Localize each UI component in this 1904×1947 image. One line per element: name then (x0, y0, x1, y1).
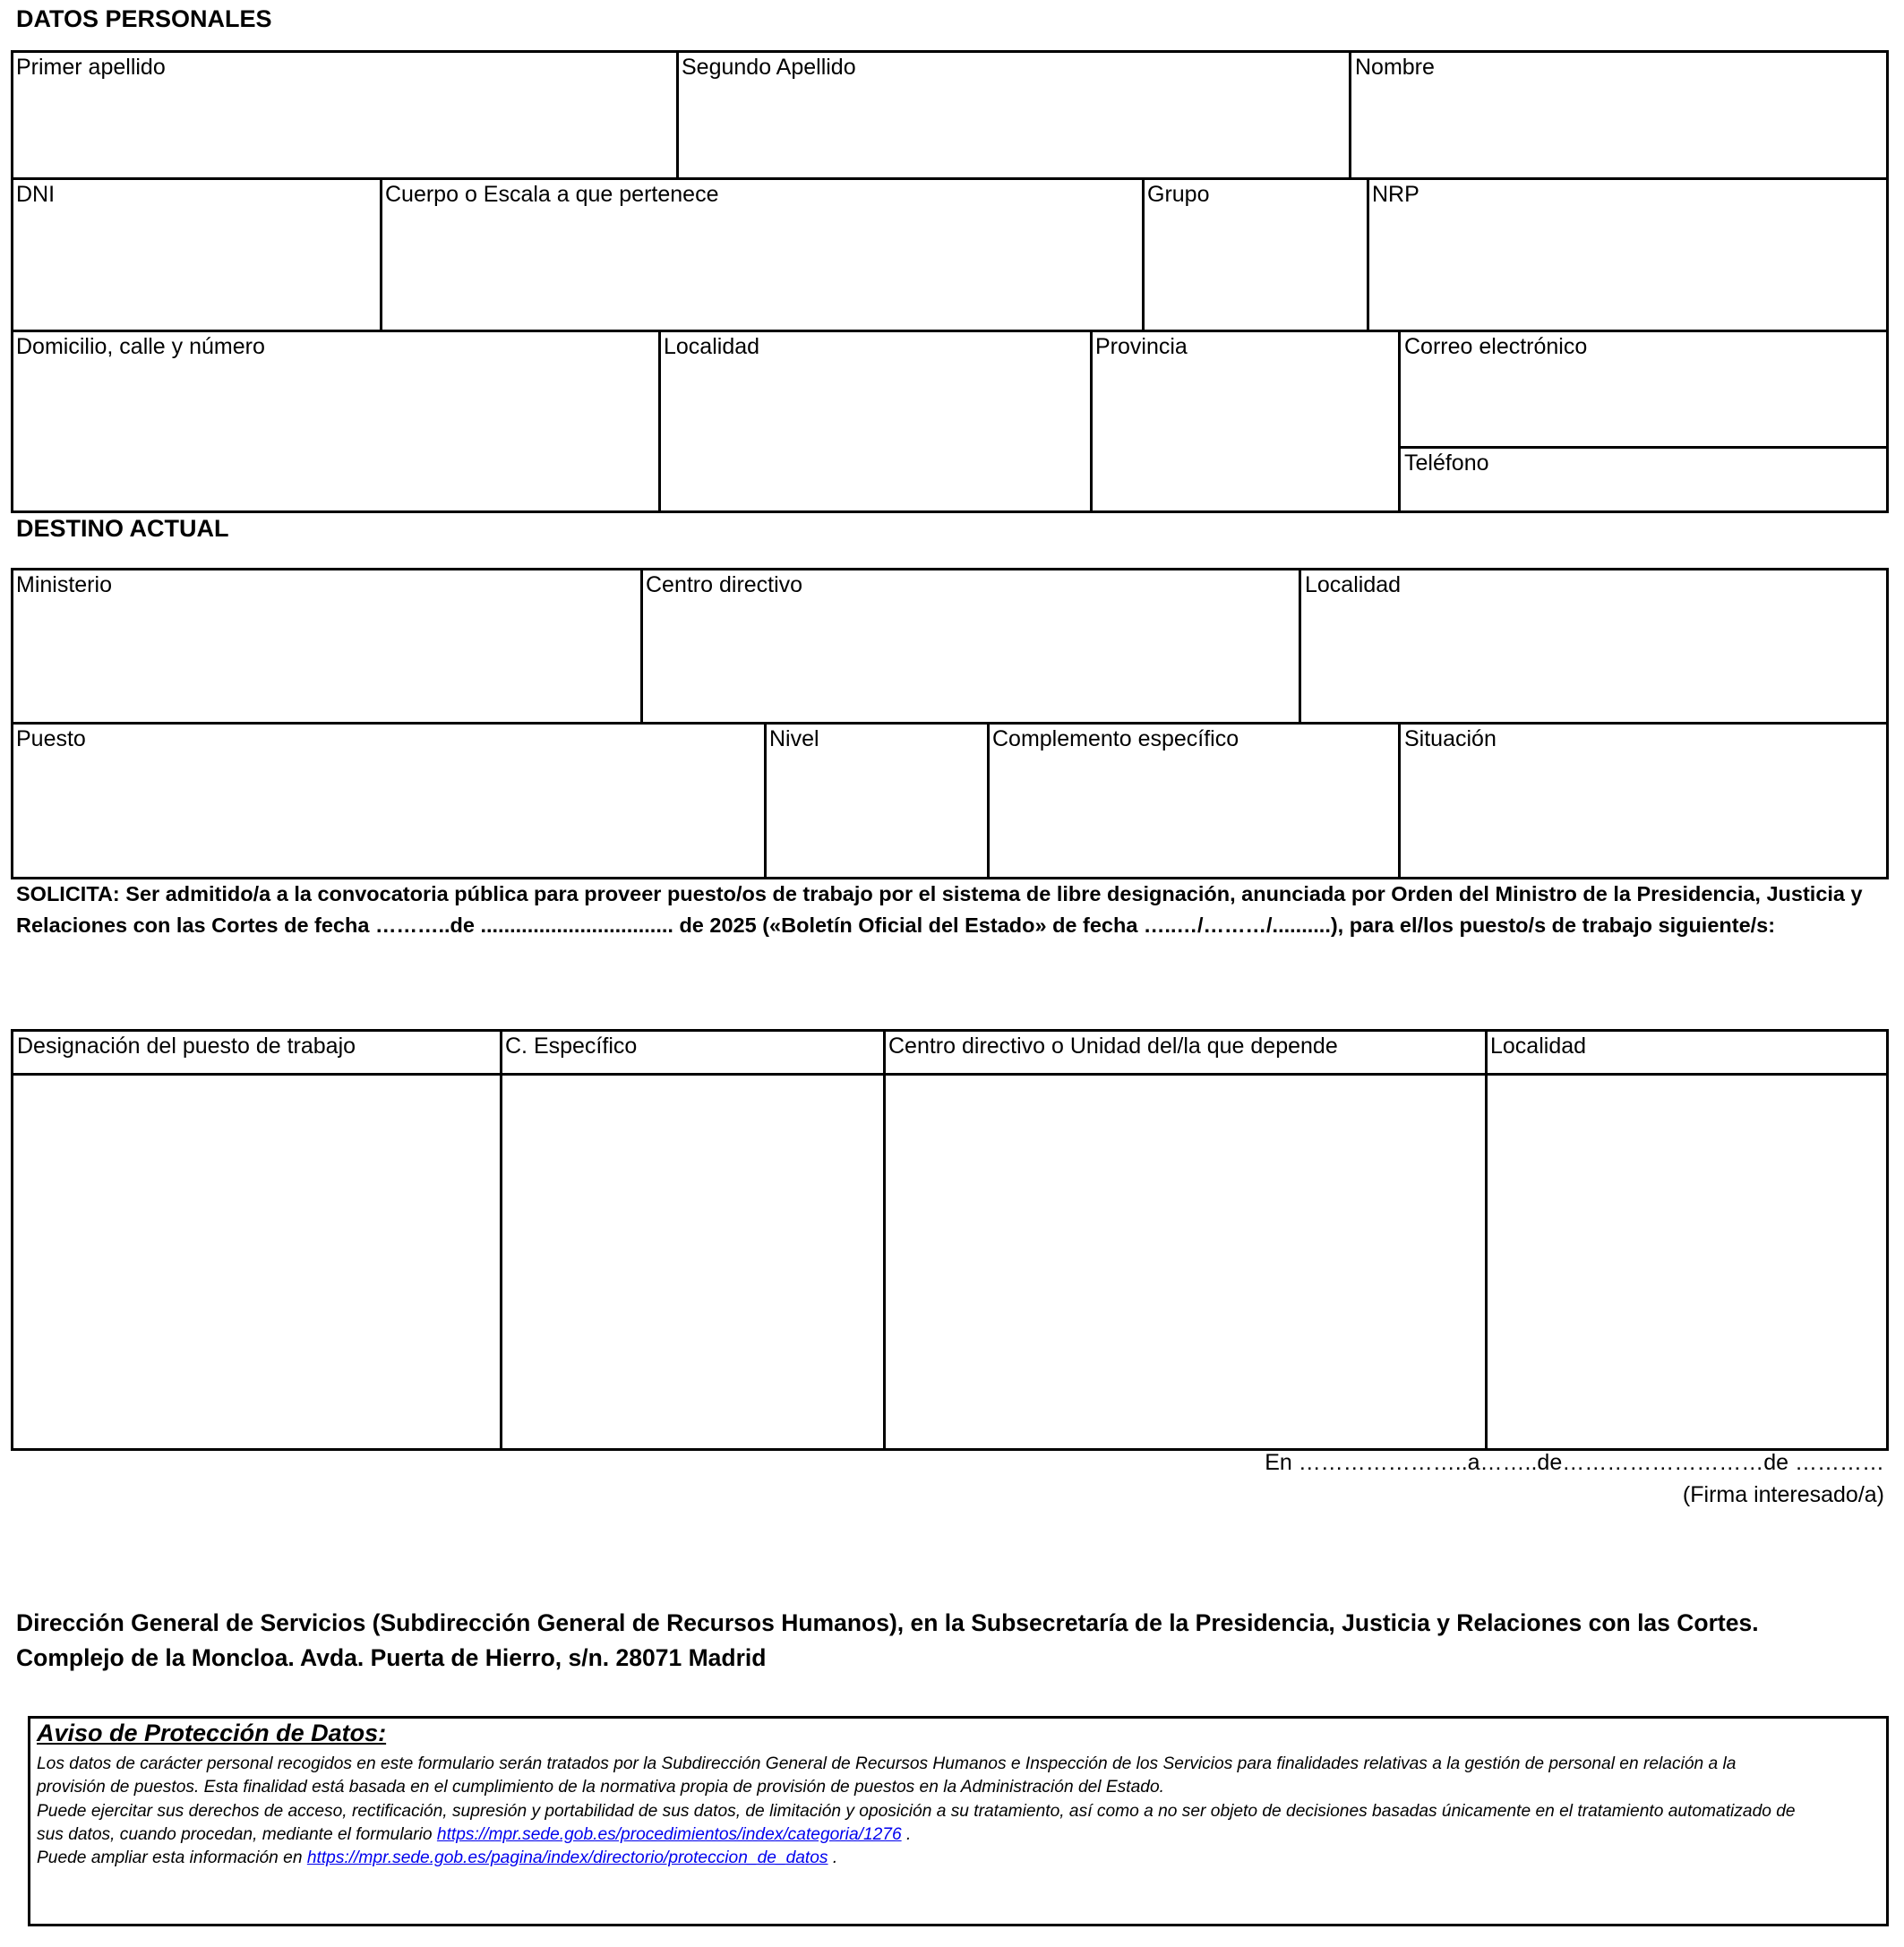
input-c-especifico[interactable] (502, 1076, 883, 1448)
label-localidad-personal: Localidad (664, 334, 760, 359)
column-header-c-especifico: C. Específico (505, 1034, 638, 1059)
label-complemento-especifico: Complemento específico (992, 726, 1239, 751)
field-nombre[interactable] (1351, 53, 1886, 177)
address-line-2: Complejo de la Moncloa. Avda. Puerta de Hierro, s/n. 28071 Madrid (16, 1644, 767, 1671)
label-segundo-apellido: Segundo Apellido (682, 55, 856, 80)
notice-text: . (828, 1848, 838, 1867)
label-centro-directivo: Centro directivo (646, 572, 803, 597)
field-domicilio[interactable] (13, 332, 658, 510)
label-grupo: Grupo (1147, 182, 1210, 207)
field-primer-apellido[interactable] (13, 53, 676, 177)
column-header-centro-directivo-unidad: Centro directivo o Unidad del/la que depende (888, 1034, 1338, 1059)
label-localidad-destino: Localidad (1305, 572, 1402, 597)
notice-text: . (901, 1825, 912, 1844)
field-cuerpo-escala[interactable] (382, 180, 1142, 330)
field-segundo-apellido[interactable] (679, 53, 1349, 177)
notice-text-line: Puede ejercitar sus derechos de acceso, rectificación, supresión y portabilidad de sus datos, de limitación y oposición a su tratamiento, así como a no ser objeto de decisiones basadas únicamente en el tratamiento automatizado de (37, 1802, 1796, 1821)
section-heading-destino-actual: DESTINO ACTUAL (16, 515, 229, 542)
label-dni: DNI (16, 182, 56, 207)
notice-text: sus datos, cuando procedan, mediante el formulario (37, 1825, 437, 1844)
field-centro-directivo[interactable] (643, 570, 1299, 722)
label-domicilio: Domicilio, calle y número (16, 334, 265, 359)
field-situacion[interactable] (1401, 725, 1886, 877)
notice-text-line-with-link (37, 1823, 911, 1848)
signature-caption: (Firma interesado/a) (1682, 1482, 1884, 1507)
input-localidad-puesto[interactable] (1488, 1076, 1886, 1448)
column-header-localidad: Localidad (1490, 1034, 1587, 1059)
field-complemento-especifico[interactable] (990, 725, 1398, 877)
notice-text-line-with-link (37, 1847, 837, 1871)
solicita-paragraph: SOLICITA: Ser admitido/a a la convocatoria pública para proveer puesto/os de trabajo por el sistema de libre designación, anunciada por Orden del Ministro de la Presidencia, Justicia y Relaciones con las Cortes de fecha ………..de ................................. de 2025 («Boletín Oficial del Estado» de fecha …..…/………/..........), para el/los puesto/s de trabajo siguiente/s: (16, 882, 1863, 937)
field-provincia[interactable] (1093, 332, 1398, 510)
notice-text-line: provisión de puestos. Esta finalidad está basada en el cumplimiento de la normativa propia de provisión de puestos en la Administración del Estado. (37, 1778, 1164, 1797)
field-nivel[interactable] (767, 725, 987, 877)
field-telefono[interactable] (1401, 449, 1886, 510)
signature-place-date-line: En …………………..a……..de………………………de ………… (1265, 1450, 1884, 1475)
link-formulario-derechos[interactable]: https://mpr.sede.gob.es/procedimientos/index/categoria/1276 (436, 1825, 902, 1844)
section-heading-datos-personales: DATOS PERSONALES (16, 5, 272, 32)
link-proteccion-datos[interactable]: https://mpr.sede.gob.es/pagina/index/directorio/proteccion_de_datos (306, 1848, 828, 1867)
label-nivel: Nivel (769, 726, 819, 751)
label-correo-electronico: Correo electrónico (1404, 334, 1588, 359)
label-primer-apellido: Primer apellido (16, 55, 166, 80)
label-telefono: Teléfono (1404, 450, 1489, 476)
label-nrp: NRP (1372, 182, 1419, 207)
field-ministerio[interactable] (13, 570, 640, 722)
field-localidad-destino[interactable] (1301, 570, 1886, 722)
notice-text-line: Los datos de carácter personal recogidos en este formulario serán tratados por la Subdirección General de Recursos Humanos e Inspección de los Servicios para finalidades relativas a la gestión de personal en relación a la (37, 1754, 1737, 1773)
field-puesto[interactable] (13, 725, 764, 877)
input-centro-directivo-unidad[interactable] (886, 1076, 1485, 1448)
field-dni[interactable] (13, 180, 380, 330)
field-nrp[interactable] (1369, 180, 1886, 330)
label-situacion: Situación (1404, 726, 1497, 751)
label-provincia: Provincia (1095, 334, 1188, 359)
label-cuerpo-escala: Cuerpo o Escala a que pertenece (385, 182, 719, 207)
notice-title: Aviso de Protección de Datos: (37, 1720, 387, 1746)
field-localidad-personal[interactable] (661, 332, 1090, 510)
label-ministerio: Ministerio (16, 572, 112, 597)
input-designacion-puesto[interactable] (13, 1076, 500, 1448)
address-line-1: Dirección General de Servicios (Subdirección General de Recursos Humanos), en la Subsecretaría de la Presidencia, Justicia y Relaciones con las Cortes. (16, 1609, 1759, 1636)
column-header-designacion: Designación del puesto de trabajo (17, 1034, 356, 1059)
field-correo-electronico[interactable] (1401, 332, 1886, 446)
field-grupo[interactable] (1145, 180, 1367, 330)
notice-text: Puede ampliar esta información en (37, 1848, 307, 1867)
label-puesto: Puesto (16, 726, 86, 751)
label-nombre: Nombre (1355, 55, 1435, 80)
